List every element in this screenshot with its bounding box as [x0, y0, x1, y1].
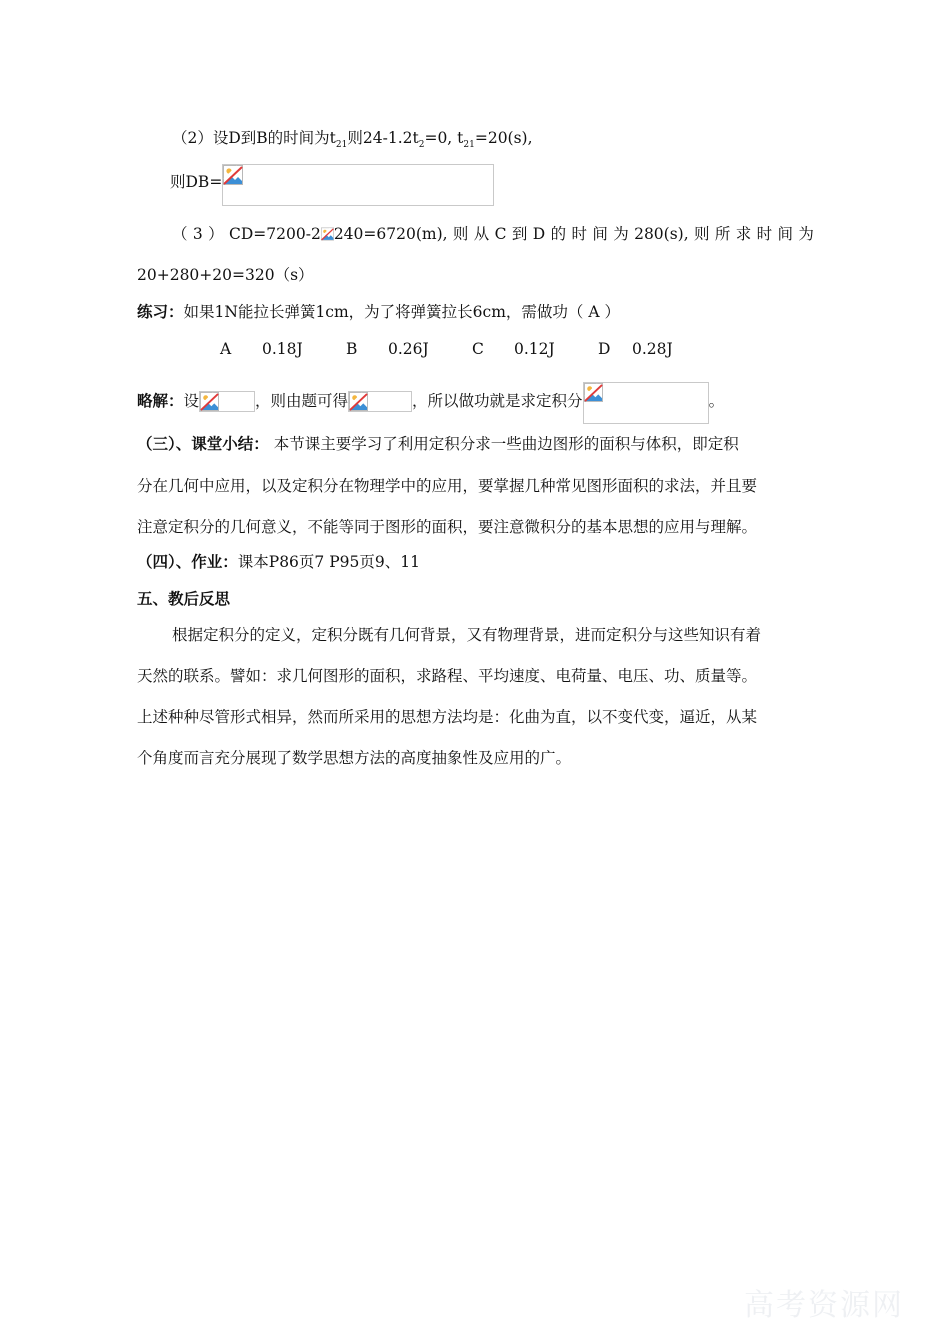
step2-line1: （2）设D到B的时间为$t_{21}$则$24-1.2t_2=0$, $t_{21}=20(s)$,: [172, 129, 533, 151]
integral-image: [583, 382, 709, 424]
summary-label: （三）、课堂小结：: [137, 435, 269, 453]
k-value-image: [348, 391, 412, 412]
force-formula-image: [199, 391, 255, 412]
option-value: 0.26J: [388, 340, 429, 358]
step2-line2: 则DB=: [170, 173, 223, 191]
solution-line: 略解：设 ，则由题可得 ，所以做功就是求定积分 。: [137, 382, 724, 424]
reflection-line2: 天然的联系。譬如：求几何图形的面积，求路程、平均速度、电荷量、电压、功、质量等。: [137, 667, 758, 685]
option-value: 0.18J: [262, 340, 303, 358]
option-letter: B: [346, 340, 358, 358]
broken-image-icon: [584, 383, 603, 402]
option-value: 0.28J: [632, 340, 673, 358]
solution-label: 略解：: [137, 392, 184, 410]
option-value: 0.12J: [514, 340, 555, 358]
option-letter: A: [220, 340, 232, 358]
broken-image-icon: [200, 392, 219, 411]
reflection-line3: 上述种种尽管形式相异，然而所采用的思想方法均是：化曲为直，以不变代变，逼近，从某: [137, 708, 758, 726]
practice-label: 练习：: [137, 303, 184, 321]
step3-line1: （ 3 ） CD=7200-2 240=6720(m), 则 从 C 到 D 的 时 间 为 280(s), 则 所 求 时 间 为: [172, 225, 814, 243]
practice-options: [220, 339, 673, 359]
multiply-image-icon: [321, 227, 334, 241]
reflection-line1: 根据定积分的定义，定积分既有几何背景，又有物理背景，进而定积分与这些知识有着: [172, 626, 762, 644]
option-letter: D: [598, 340, 611, 358]
option-letter: C: [472, 340, 484, 358]
summary-line3: 注意定积分的几何意义，不能等同于图形的面积，要注意微积分的基本思想的应用与理解。: [137, 518, 758, 536]
summary-line1: （三）、课堂小结： 本节课主要学习了利用定积分求一些曲边图形的面积与体积，即定积: [137, 435, 739, 453]
step3-line2: 20+280+20=320（s）: [137, 266, 314, 284]
homework-line: （四）、作业：课本P86页7 P95页9、11: [137, 553, 420, 571]
practice-question: 练习：如果1N能拉长弹簧1cm，为了将弹簧拉长6cm，需做功（ A ）: [137, 303, 620, 321]
summary-line2: 分在几何中应用，以及定积分在物理学中的应用，要掌握几种常见图形面积的求法，并且要: [137, 477, 758, 495]
homework-label: （四）、作业：: [137, 553, 238, 571]
broken-image-icon: [223, 165, 243, 185]
db-formula-image: [222, 164, 494, 206]
reflection-heading: 五、教后反思: [137, 590, 231, 608]
watermark: 高考资源网: [744, 1288, 904, 1323]
broken-image-icon: [349, 392, 368, 411]
reflection-line4: 个角度而言充分展现了数学思想方法的高度抽象性及应用的广。: [137, 749, 572, 767]
